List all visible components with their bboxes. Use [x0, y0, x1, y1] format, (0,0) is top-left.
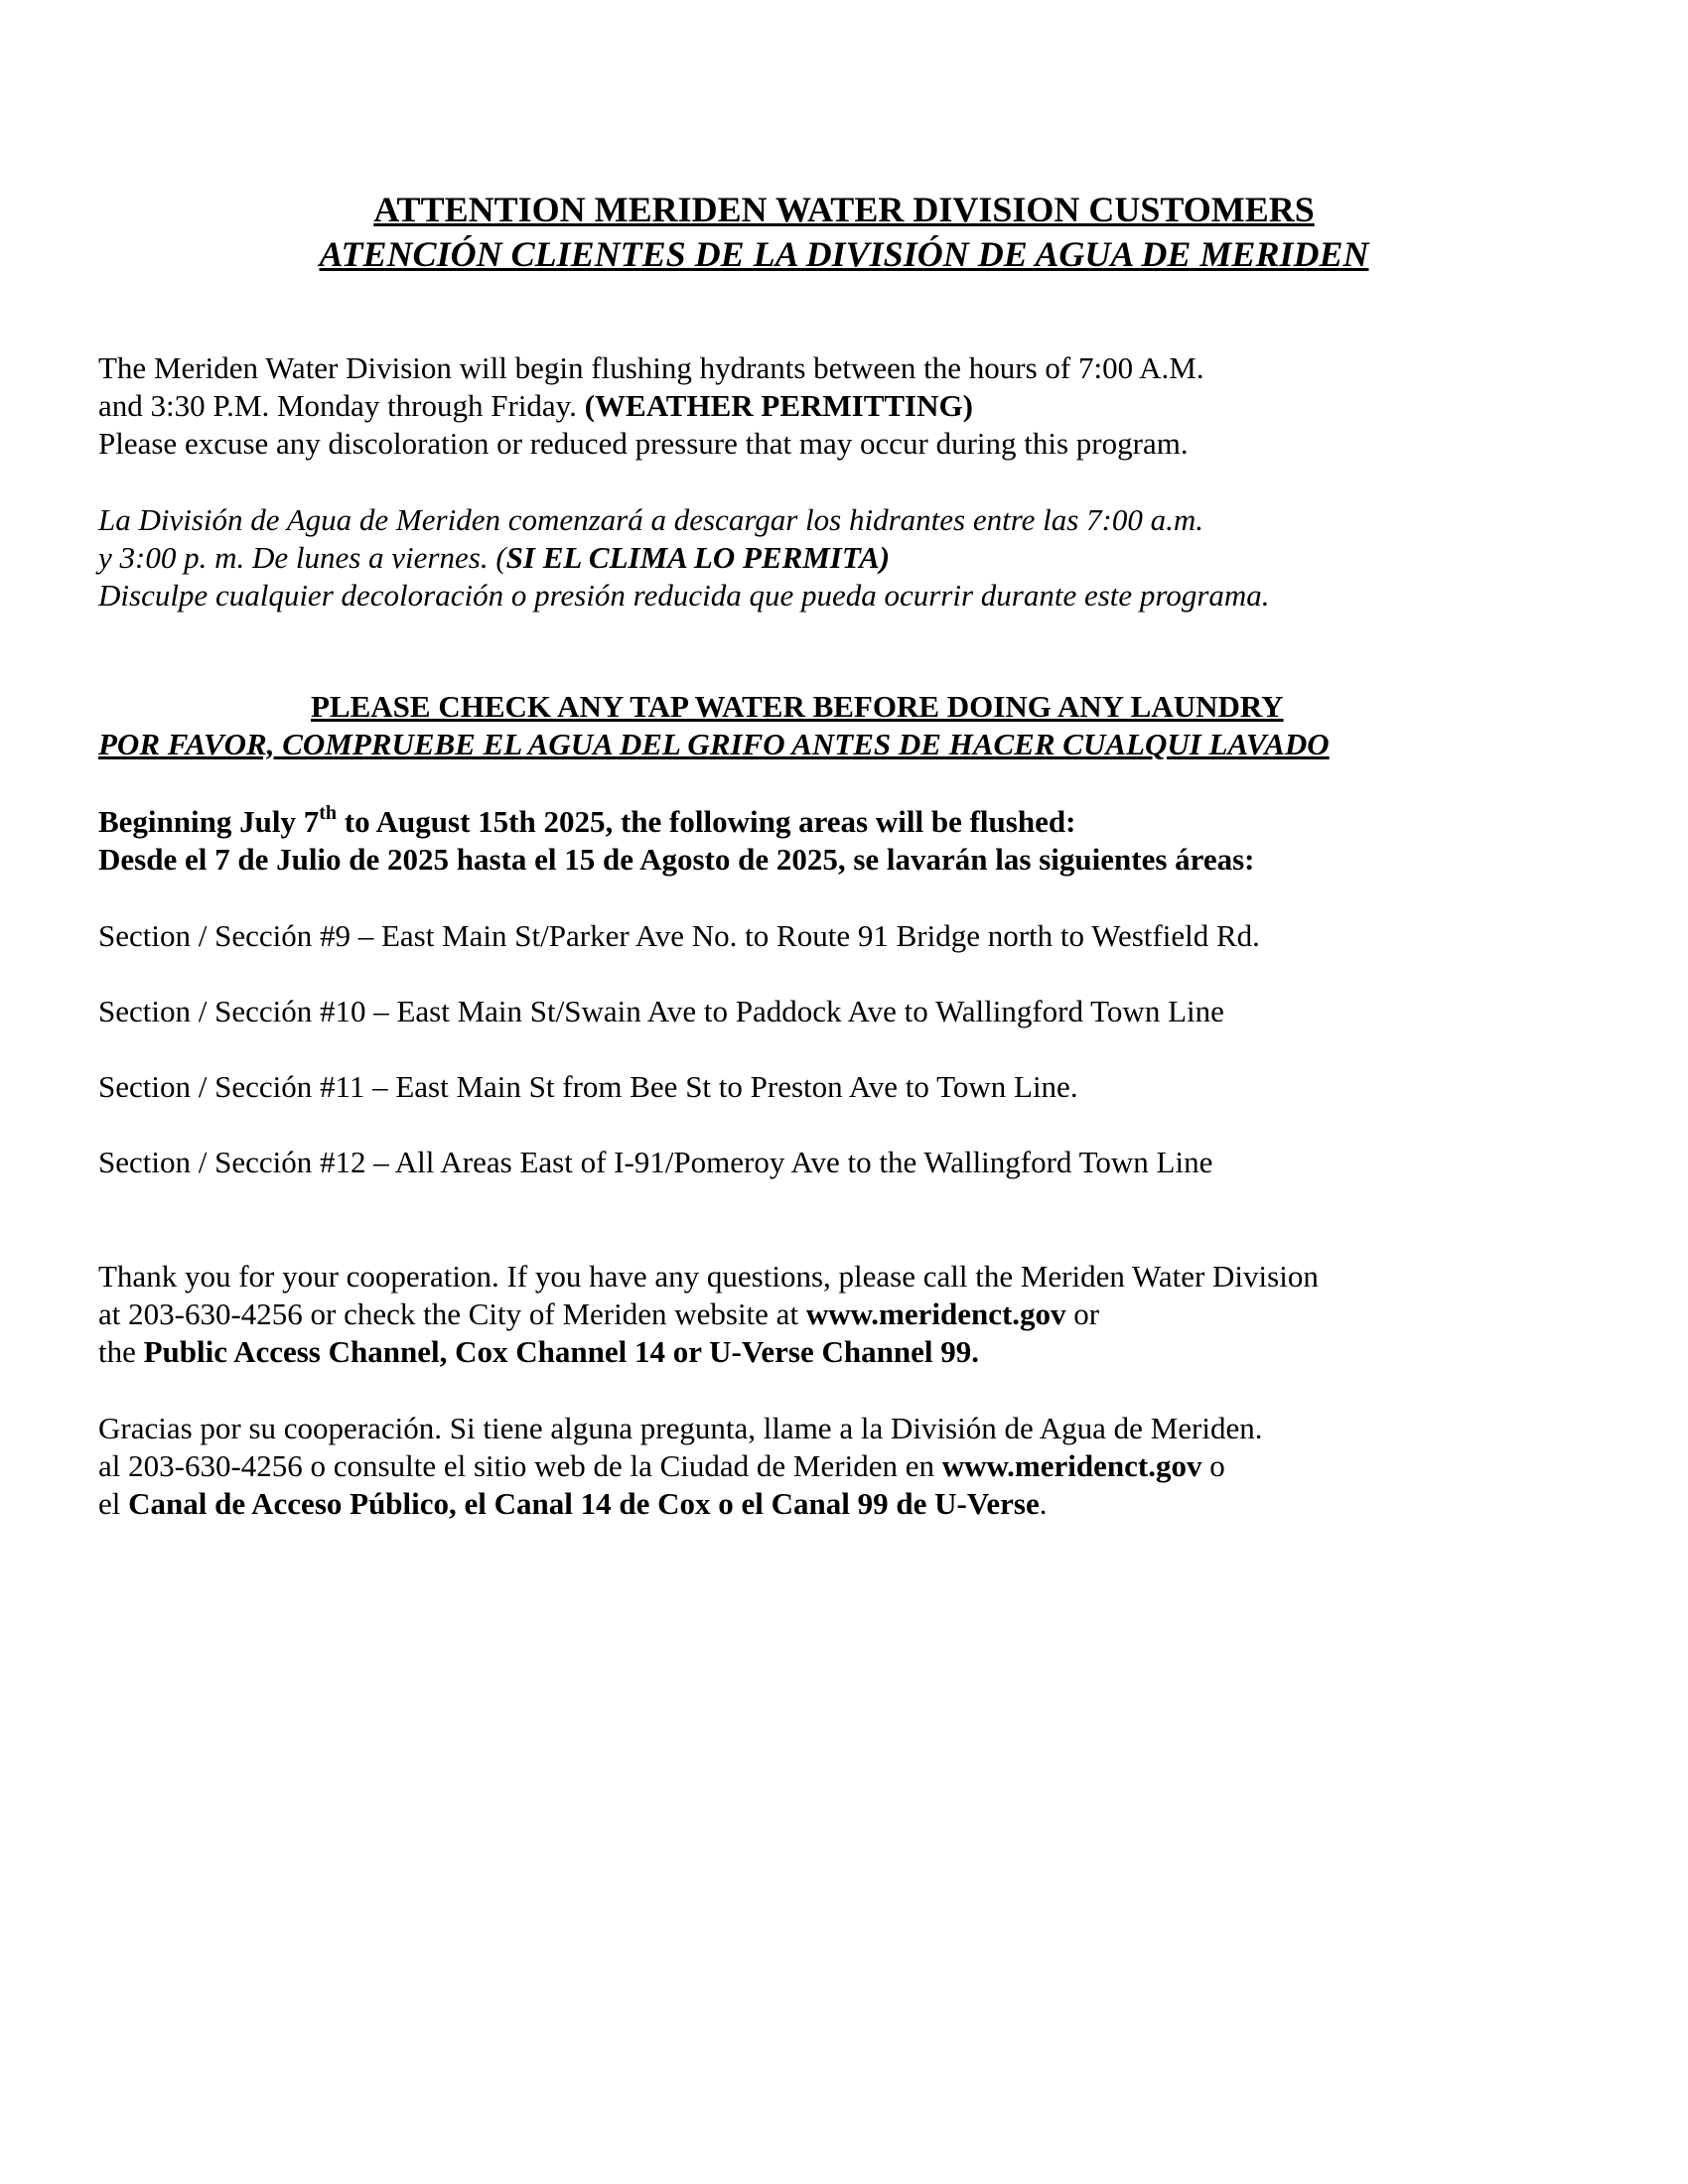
thanks-en-line2-text: at 203-630-4256 or check the City of Meriden website at [98, 1297, 806, 1331]
intro-es-line1: La División de Agua de Meriden comenzará a descargar los hidrantes entre las 7:00 a.m. [98, 502, 1204, 537]
thanks-es-line3-text: el [98, 1486, 129, 1521]
intro-es-line3: Disculpe cualquier decoloración o presión reducida que pueda ocurrir durante este programa. [98, 578, 1270, 613]
dates-spanish: Desde el 7 de Julio de 2025 hasta el 15 de Agosto de 2025, se lavarán las siguientes áreas: [98, 842, 1255, 877]
website-link[interactable]: www.meridenct.gov [805, 1297, 1066, 1331]
dates-en-pre: Beginning July 7 [98, 804, 320, 839]
thanks-es-line3 [98, 1485, 1048, 1523]
intro-en-line2-text: and 3:30 P.M. Monday through Friday. [98, 388, 585, 423]
website-link-es[interactable]: www.meridenct.gov [941, 1448, 1202, 1483]
section-item: Section / Sección #10 – East Main St/Swain Ave to Paddock Ave to Wallingford Town Line [98, 994, 1224, 1028]
thanks-es-line1: Gracias por su cooperación. Si tiene alguna pregunta, llame a la División de Agua de Meriden. [98, 1411, 1263, 1445]
public-access-channel: Public Access Channel, Cox Channel 14 or U-Verse Channel 99. [143, 1334, 979, 1369]
heading-english: ATTENTION MERIDEN WATER DIVISION CUSTOMERS [373, 190, 1315, 229]
si-el-clima: SI EL CLIMA LO PERMITA) [505, 540, 891, 575]
thanks-es-line2 [98, 1447, 1225, 1485]
intro-es-line2-text: y 3:00 p. m. De lunes a viernes. ( [98, 540, 506, 575]
section-item: Section / Sección #11 – East Main St from Bee St to Preston Ave to Town Line. [98, 1069, 1078, 1104]
canal-de-acceso: Canal de Acceso Público, el Canal 14 de Cox o el Canal 99 de U-Verse [128, 1486, 1040, 1521]
heading-spanish: ATENCIÓN CLIENTES DE LA DIVISIÓN DE AGUA DE MERIDEN [319, 234, 1369, 274]
intro-en-line3: Please excuse any discoloration or reduced pressure that may occur during this program. [98, 426, 1189, 461]
check-heading-spanish: POR FAVOR, COMPRUEBE EL AGUA DEL GRIFO ANTES DE HACER CUALQUI LAVADO [98, 727, 1330, 761]
section-item: Section / Sección #12 – All Areas East of I-91/Pomeroy Ave to the Wallingford Town Line [98, 1145, 1213, 1179]
thanks-en-line2-end: or [1065, 1297, 1100, 1331]
thanks-es-line2-text: al 203-630-4256 o consulte el sitio web de la Ciudad de Meriden en [98, 1448, 942, 1483]
thanks-en-line2 [98, 1296, 1099, 1333]
intro-es-line2 [98, 539, 890, 577]
thanks-es-line2-end: o [1201, 1448, 1225, 1483]
thanks-en-line1: Thank you for your cooperation. If you have any questions, please call the Meriden Water Division [98, 1259, 1319, 1294]
weather-permitting: (WEATHER PERMITTING) [584, 388, 973, 423]
intro-en-line2 [98, 387, 973, 425]
dates-en-post: to August 15th 2025, the following areas will be flushed: [337, 804, 1076, 839]
thanks-en-line3 [98, 1333, 979, 1371]
dates-en-sup: th [319, 801, 338, 824]
intro-en-line1: The Meriden Water Division will begin flushing hydrants between the hours of 7:00 A.M. [98, 350, 1204, 385]
section-item: Section / Sección #9 – East Main St/Parker Ave No. to Route 91 Bridge north to Westfield Rd. [98, 918, 1260, 953]
check-heading-english: PLEASE CHECK ANY TAP WATER BEFORE DOING ANY LAUNDRY [311, 689, 1284, 724]
dates-english [98, 803, 1075, 841]
thanks-es-line3-end: . [1039, 1486, 1048, 1521]
thanks-en-line3-text: the [98, 1334, 144, 1369]
